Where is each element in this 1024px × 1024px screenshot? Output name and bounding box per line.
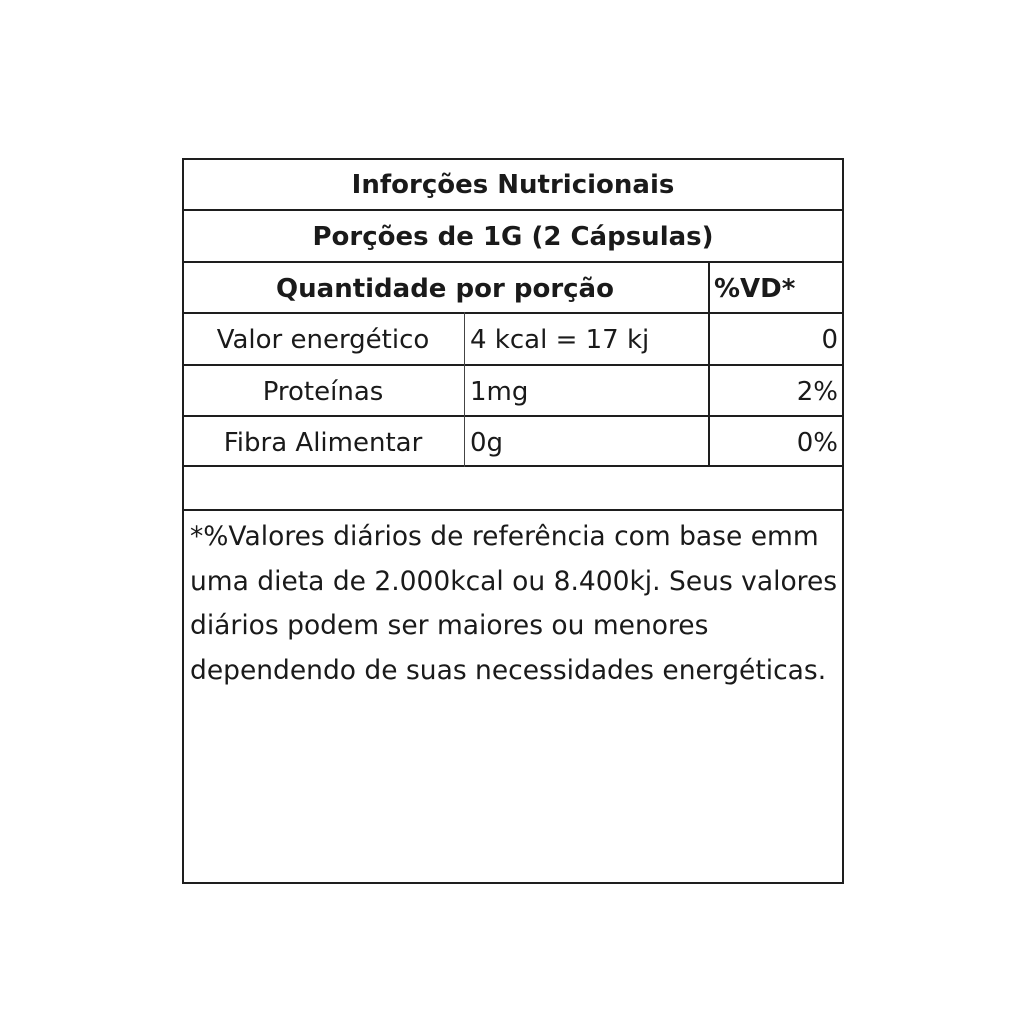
nutrient-name: Valor energético [216,325,430,355]
column-divider-amount [464,312,465,467]
divider-blank [182,509,844,511]
bottom-border [182,882,844,884]
top-border [182,158,844,160]
nutrient-name: Proteínas [262,377,384,407]
nutrient-vd: 2% [796,377,838,407]
nutrition-facts-table [182,158,844,884]
nutrient-amount: 0g [470,428,504,458]
nutrient-name: Fibra Alimentar [223,428,423,458]
vd-header: %VD* [714,274,796,304]
quantity-header: Quantidade por porção [276,274,614,304]
table-title: Inforções Nutricionais [351,170,675,200]
divider-row-2 [182,415,844,417]
divider-row-3 [182,465,844,467]
left-border [182,158,184,884]
nutrient-amount: 1mg [470,377,529,407]
nutrient-vd: 0% [796,428,838,458]
divider-row-1 [182,364,844,366]
serving-size: Porções de 1G (2 Cápsulas) [312,222,714,252]
divider-title [182,209,844,211]
divider-header [182,312,844,314]
footnote: *%Valores diários de referência com base emm uma dieta de 2.000kcal ou 8.400kj. Seus valores diários podem ser maiores ou menores dependendo de suas necessidades energéticas. [190,521,838,686]
divider-serving [182,261,844,263]
nutrient-amount: 4 kcal = 17 kj [470,325,650,355]
nutrient-vd: 0 [821,325,838,355]
